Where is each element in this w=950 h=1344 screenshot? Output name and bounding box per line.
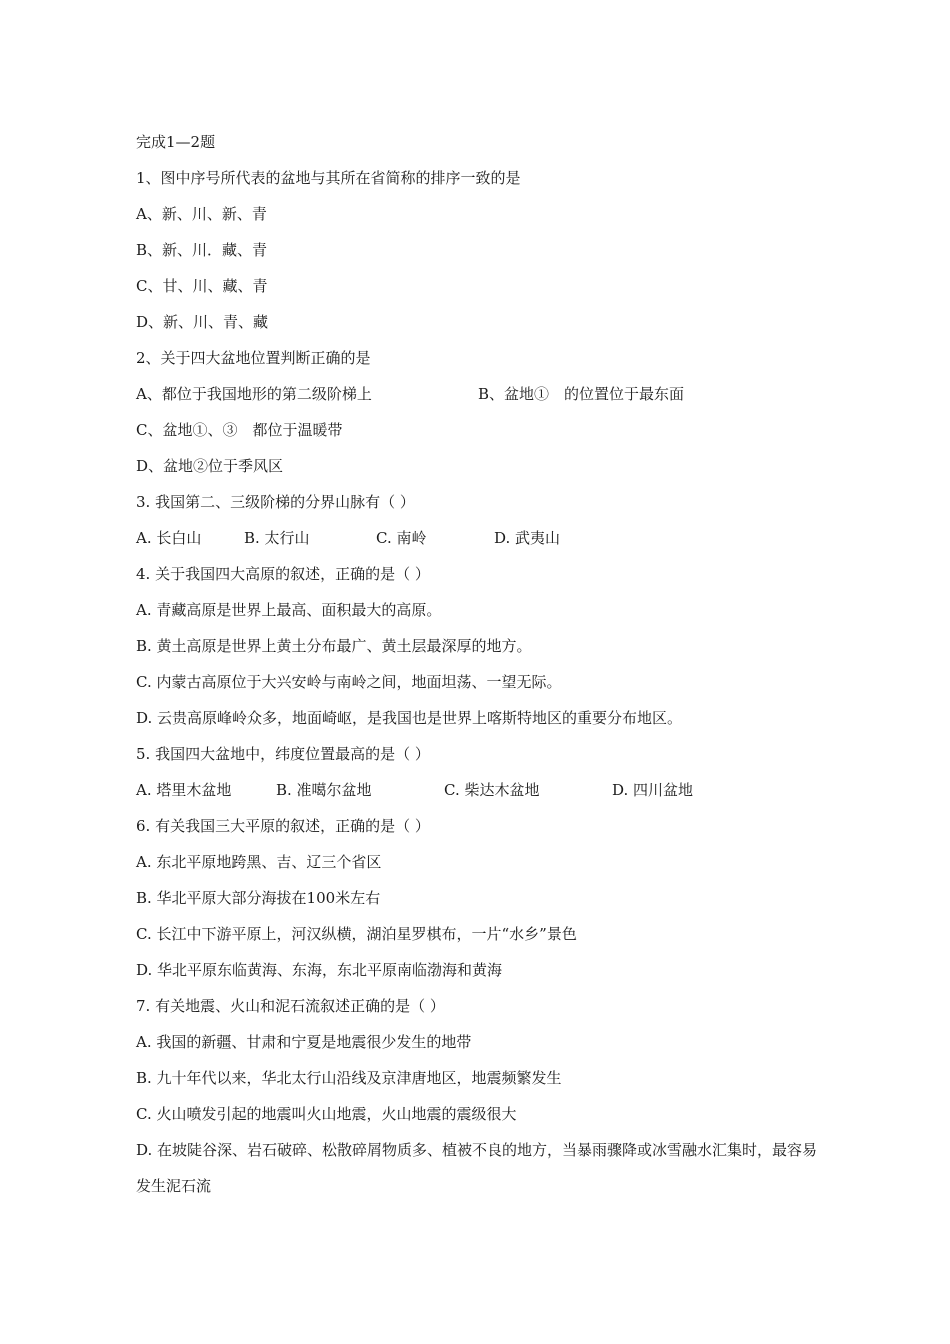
- question-7-option-d: D. 在坡陡谷深、岩石破碎、松散碎屑物质多、植被不良的地方，当暴雨骤降或冰雪融水汇集时，最容易发生泥石流: [136, 1141, 818, 1195]
- question-4-option-d: D. 云贵高原峰岭众多，地面崎岖，是我国也是世界上喀斯特地区的重要分布地区。: [136, 709, 683, 727]
- question-2-option-c: C、盆地①、③ 都位于温暖带: [136, 421, 343, 439]
- question-1-option-b: B、新、川．藏、青: [136, 241, 268, 259]
- question-7-option-a: A. 我国的新疆、甘肃和宁夏是地震很少发生的地带: [136, 1033, 472, 1051]
- question-5-option-d: D. 四川盆地: [612, 781, 694, 799]
- question-5-option-c: C. 柴达木盆地: [444, 781, 540, 799]
- question-6-stem: 6. 有关我国三大平原的叙述，正确的是（ ）: [136, 817, 430, 835]
- intro-text: 完成1—2题: [136, 133, 216, 151]
- question-6-option-b: B. 华北平原大部分海拔在100米左右: [136, 889, 381, 907]
- question-5-option-a: A. 塔里木盆地: [136, 781, 232, 799]
- question-5-stem: 5. 我国四大盆地中，纬度位置最高的是（ ）: [136, 745, 430, 763]
- question-4-option-a: A. 青藏高原是世界上最高、面积最大的高原。: [136, 601, 442, 619]
- question-2-option-a: A、都位于我国地形的第二级阶梯上: [136, 385, 372, 403]
- question-2-option-d: D、盆地②位于季风区: [136, 457, 284, 475]
- question-5-options-row: [136, 772, 826, 808]
- question-4-option-b: B. 黄土高原是世界上黄土分布最广、黄土层最深厚的地方。: [136, 637, 532, 655]
- question-6-option-c: C. 长江中下游平原上，河汉纵横，湖泊星罗棋布，一片“水乡”景色: [136, 925, 577, 943]
- question-6-option-d: D. 华北平原东临黄海、东海，东北平原南临渤海和黄海: [136, 961, 503, 979]
- question-7-stem: 7. 有关地震、火山和泥石流叙述正确的是（ ）: [136, 997, 445, 1015]
- question-2-option-b: B、盆地① 的位置位于最东面: [478, 385, 685, 403]
- question-1-option-a: A、新、川、新、青: [136, 205, 267, 223]
- question-3-option-a: A. 长白山: [136, 529, 202, 547]
- question-7-option-c: C. 火山喷发引起的地震叫火山地震，火山地震的震级很大: [136, 1105, 517, 1123]
- question-3-option-b: B. 太行山: [244, 529, 310, 547]
- question-5-option-b: B. 准噶尔盆地: [276, 781, 372, 799]
- question-2-stem: 2、关于四大盆地位置判断正确的是: [136, 349, 371, 367]
- question-sheet: [136, 124, 826, 1204]
- question-6-option-a: A. 东北平原地跨黑、吉、辽三个省区: [136, 853, 382, 871]
- question-4-stem: 4. 关于我国四大高原的叙述，正确的是（ ）: [136, 565, 430, 583]
- question-3-stem: 3. 我国第二、三级阶梯的分界山脉有（ ）: [136, 493, 415, 511]
- question-2-options-row-1: [136, 376, 826, 412]
- question-1-option-d: D、新、川、青、藏: [136, 313, 269, 331]
- question-1-stem: 1、图中序号所代表的盆地与其所在省简称的排序一致的是: [136, 169, 521, 187]
- question-3-option-d: D. 武夷山: [494, 529, 561, 547]
- question-7-option-b: B. 九十年代以来，华北太行山沿线及京津唐地区，地震频繁发生: [136, 1069, 562, 1087]
- question-3-option-c: C. 南岭: [376, 529, 427, 547]
- question-1-option-c: C、甘、川、藏、青: [136, 277, 268, 295]
- question-4-option-c: C. 内蒙古高原位于大兴安岭与南岭之间，地面坦荡、一望无际。: [136, 673, 562, 691]
- question-3-options-row: [136, 520, 826, 556]
